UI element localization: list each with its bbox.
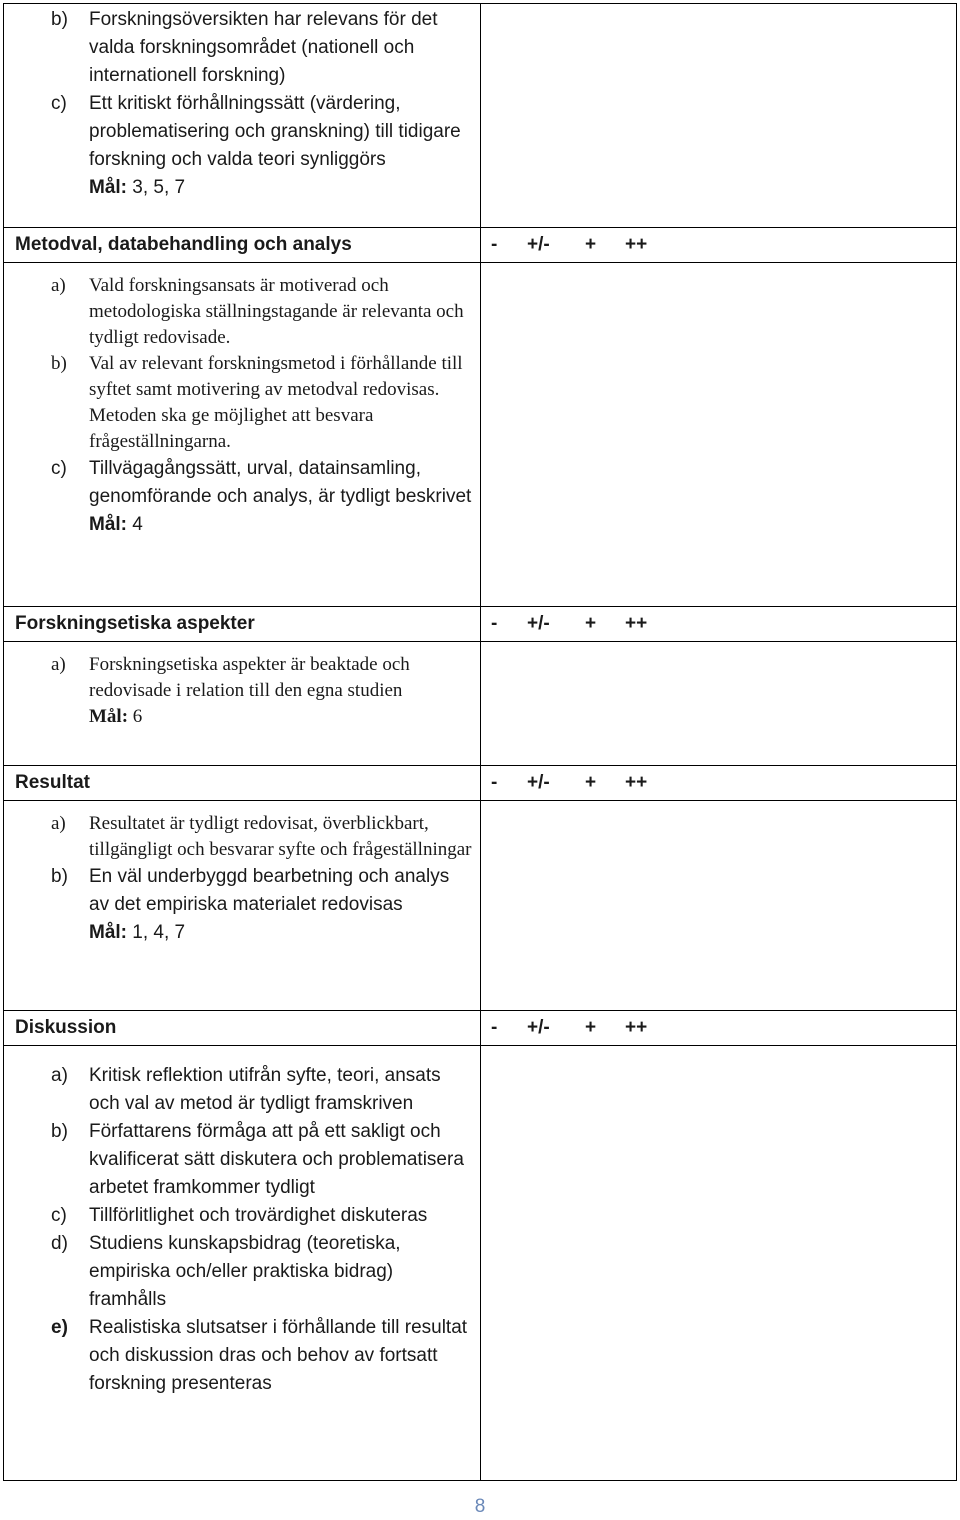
item-label: c) — [51, 458, 67, 479]
list-item — [4, 6, 480, 90]
goal-line — [4, 174, 480, 202]
goal-label: Mål: — [89, 177, 127, 198]
list-item — [4, 1202, 480, 1230]
section-heading: Forskningsetiska aspekter — [15, 613, 255, 634]
list-item — [4, 273, 480, 351]
rating-scale — [481, 766, 956, 800]
goal-label: Mål: — [89, 922, 127, 943]
list-item — [4, 1314, 480, 1398]
item-text: Ett kritiskt förhållningssätt (värdering, problematisering och granskning) till tidigare forskning och valda teori synliggörs — [89, 93, 461, 170]
item-label: b) — [51, 1121, 68, 1142]
item-label: c) — [51, 93, 67, 114]
item-label: b) — [51, 353, 67, 374]
scale-minus: - — [491, 1017, 498, 1038]
section-heading-row — [4, 228, 957, 263]
section-body-row — [4, 801, 957, 1011]
item-label: a) — [51, 275, 66, 296]
list-item — [4, 652, 480, 704]
item-text: Realistiska slutsatser i förhållande till resultat och diskussion dras och behov av fortsatt forskning presenteras — [89, 1317, 468, 1394]
item-text: Studiens kunskapsbidrag (teoretiska, empiriska och/eller praktiska bidrag) framhålls — [89, 1233, 401, 1310]
item-text: Tillförlitlighet och trovärdighet diskuteras — [89, 1205, 428, 1226]
list-item — [4, 351, 480, 455]
item-text: Resultatet är tydligt redovisat, överblickbart, tillgängligt och besvarar syfte och frågeställningar — [89, 813, 472, 860]
goal-line — [4, 919, 480, 947]
assessment-table — [3, 3, 957, 1481]
item-label: b) — [51, 866, 68, 887]
item-text: Val av relevant forskningsmetod i förhållande till syftet samt motivering av metodval redovisas. Metoden ska ge möjlighet att besvara frågeställningarna. — [89, 353, 463, 452]
list-item — [4, 1062, 480, 1118]
section-heading: Diskussion — [15, 1017, 117, 1038]
rating-scale — [481, 228, 956, 262]
item-label: a) — [51, 654, 66, 675]
item-label: a) — [51, 1065, 68, 1086]
list-item — [4, 455, 480, 511]
goal-label: Mål: — [89, 706, 129, 727]
scale-minus: - — [491, 772, 498, 793]
scale-neutral: +/- — [527, 613, 550, 634]
goal-value: 3, 5, 7 — [132, 177, 186, 198]
scale-neutral: +/- — [527, 234, 550, 255]
item-text: Vald forskningsansats är motiverad och metodologiska ställningstagande är relevanta och tydligt redovisade. — [89, 275, 464, 348]
goal-value: 4 — [132, 514, 143, 535]
scale-plus: + — [585, 234, 597, 255]
item-text: Författarens förmåga att på ett sakligt och kvalificerat sätt diskutera och problematisera arbetet framkommer tydligt — [89, 1121, 464, 1198]
item-text: Forskningsöversikten har relevans för det valda forskningsområdet (nationell och internationell forskning) — [89, 9, 438, 86]
list-item — [4, 1230, 480, 1314]
item-label: a) — [51, 813, 66, 834]
intro-row — [4, 4, 957, 228]
scale-plus-plus: ++ — [625, 234, 648, 255]
goal-label: Mål: — [89, 514, 127, 535]
section-body-row — [4, 642, 957, 766]
list-item — [4, 90, 480, 174]
item-label: b) — [51, 9, 68, 30]
scale-plus-plus: ++ — [625, 613, 648, 634]
scale-plus: + — [585, 1017, 597, 1038]
goal-line — [4, 704, 480, 730]
list-item — [4, 863, 480, 919]
scale-minus: - — [491, 234, 498, 255]
item-text: Tillvägagångssätt, urval, datainsamling, genomförande och analys, är tydligt beskrivet — [89, 458, 472, 507]
section-heading-row — [4, 1011, 957, 1046]
item-label: d) — [51, 1233, 68, 1254]
item-text: En väl underbyggd bearbetning och analys av det empiriska materialet redovisas — [89, 866, 450, 915]
goal-value: 1, 4, 7 — [132, 922, 186, 943]
section-heading: Resultat — [15, 772, 90, 793]
section-heading-row — [4, 766, 957, 801]
section-heading: Metodval, databehandling och analys — [15, 234, 352, 255]
list-item — [4, 1118, 480, 1202]
scale-minus: - — [491, 613, 498, 634]
scale-neutral: +/- — [527, 772, 550, 793]
goal-value: 6 — [132, 706, 143, 727]
list-item — [4, 811, 480, 863]
scale-plus-plus: ++ — [625, 772, 648, 793]
goal-line — [4, 511, 480, 539]
intro-criteria-cell — [4, 4, 481, 228]
scale-neutral: +/- — [527, 1017, 550, 1038]
rating-scale — [481, 1011, 956, 1045]
item-label: e) — [51, 1317, 68, 1338]
item-label: c) — [51, 1205, 67, 1226]
page-number: 8 — [474, 1496, 486, 1517]
item-text: Kritisk reflektion utifrån syfte, teori, ansats och val av metod är tydligt framskriven — [89, 1065, 441, 1114]
section-body-row — [4, 1046, 957, 1481]
item-text: Forskningsetiska aspekter är beaktade och redovisade i relation till den egna studien — [89, 654, 410, 701]
scale-plus: + — [585, 613, 597, 634]
section-heading-row — [4, 607, 957, 642]
section-body-row — [4, 263, 957, 607]
scale-plus: + — [585, 772, 597, 793]
rating-scale — [481, 607, 956, 641]
scale-plus-plus: ++ — [625, 1017, 648, 1038]
intro-rating-cell — [481, 4, 957, 228]
